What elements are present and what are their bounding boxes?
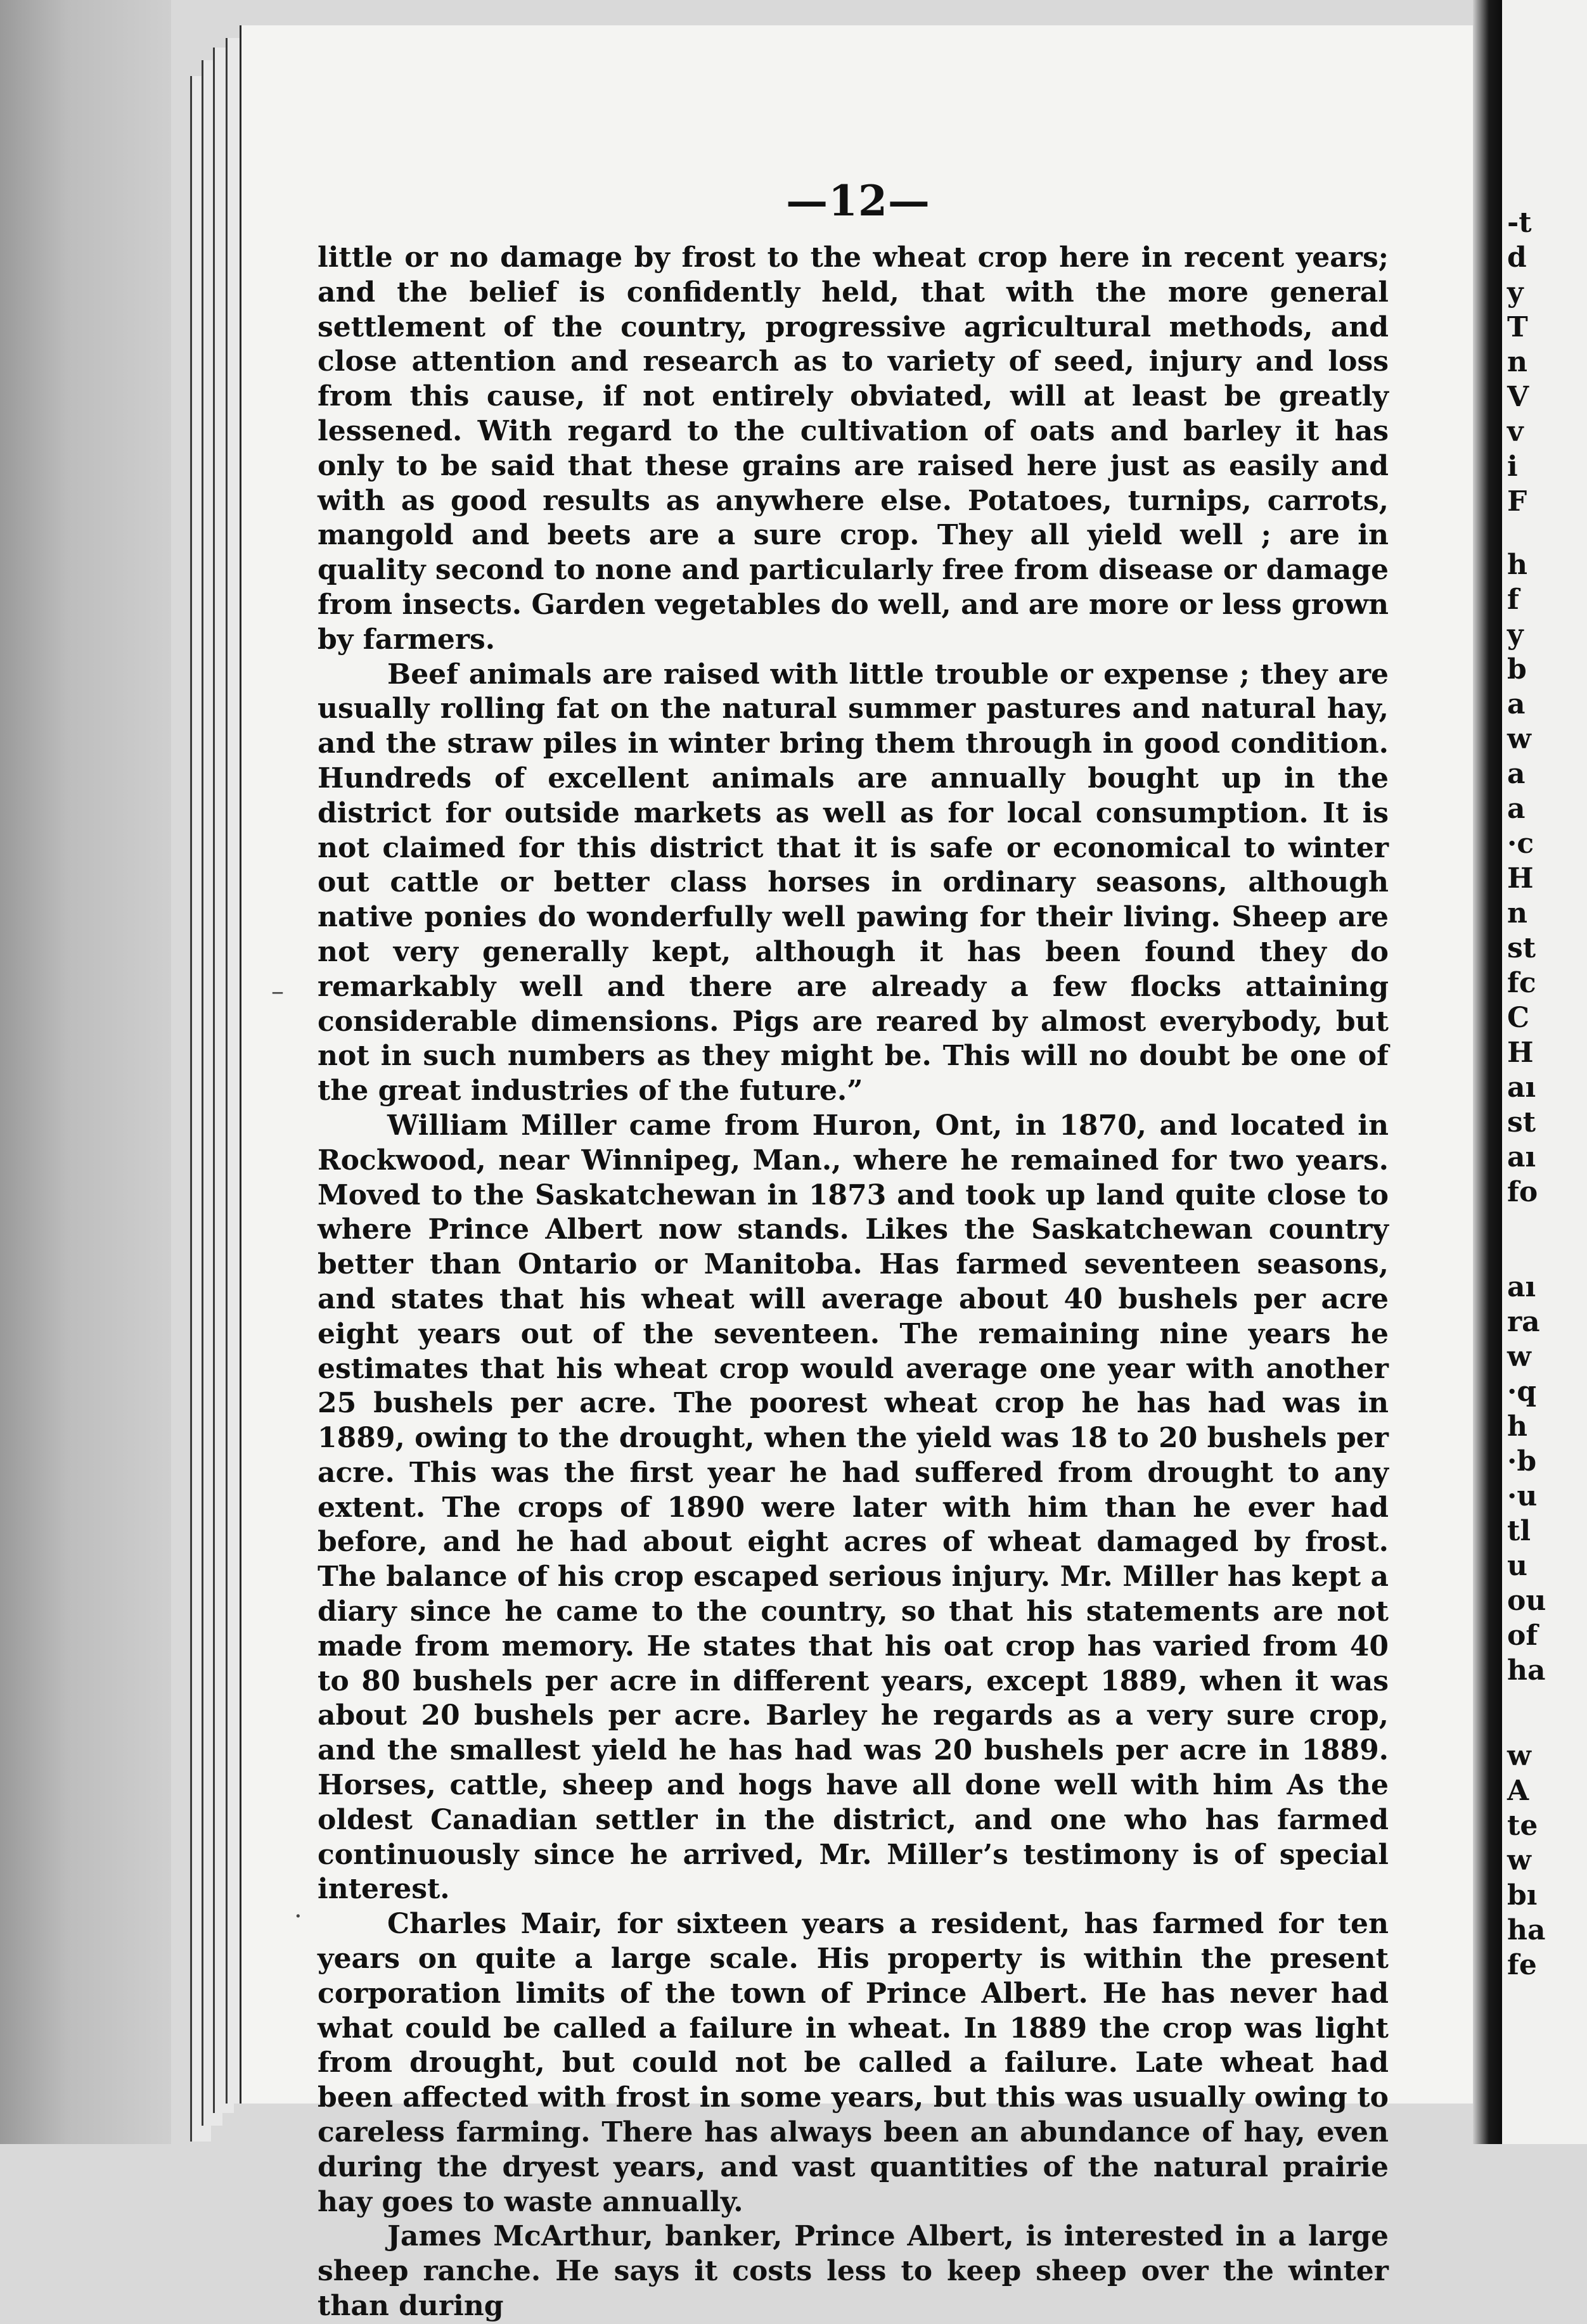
book-gutter <box>1473 0 1502 2144</box>
facing-page-fragment: T <box>1507 311 1528 343</box>
facing-page-fragment: i <box>1507 450 1518 483</box>
facing-page-fragment: st <box>1507 1106 1536 1139</box>
paragraph: little or no damage by frost to the wheat crop here in recent years; and the belief is confidently held, that with the more general settlement of the country, progressive agricultural methods, and close attention and research as to variety of seed, injury and loss from this cause, if not entirely obviated, will at least be greatly lessened. With regard to the cultivation of oats and barley it has only to be said that these grains are raised here just as easily and with as good results as anywhere else. Potatoes, turnips, carrots, mangold and beets are a sure crop. They all yield well ; are in quality second to none and particularly free from disease or damage from insects. Garden vegetables do well, and are more or less grown by farmers. <box>318 241 1389 656</box>
facing-page-fragment: A <box>1507 1775 1529 1807</box>
margin-mark: – <box>271 977 284 1006</box>
facing-page-fragment: st <box>1507 932 1536 964</box>
facing-page-fragment: h <box>1507 549 1527 581</box>
facing-page-fragment: a <box>1507 793 1526 825</box>
facing-page-fragment: ra <box>1507 1306 1540 1338</box>
facing-page-fragment: aı <box>1507 1071 1536 1104</box>
facing-page-fragment: d <box>1507 241 1527 274</box>
facing-page-fragment: C <box>1507 1002 1530 1034</box>
facing-page-fragment: b <box>1507 653 1527 686</box>
paragraph: James McArthur, banker, Prince Albert, is interested in a large sheep ranche. He says it costs less to keep sheep over the winter than during <box>318 2220 1389 2323</box>
facing-page-fragment: ·c <box>1507 827 1534 860</box>
facing-page-fragment: ha <box>1507 1654 1546 1687</box>
facing-page-fragment: u <box>1507 1550 1527 1582</box>
facing-page-fragment: H <box>1507 862 1534 895</box>
body-text <box>318 241 1389 2324</box>
facing-page-fragment: H <box>1507 1037 1534 1069</box>
book-page <box>240 25 1475 2323</box>
facing-page-fragment: ou <box>1507 1585 1546 1617</box>
paragraph: William Miller came from Huron, Ont, in 1870, and located in Rockwood, near Winnipeg, Man., where he remained for two years. Moved to the Saskatchewan in 1873 and took up land quite close to where Prince Albert now stands. Likes the Saskatchewan country better than Ontario or Manitoba. Has farmed seventeen seasons, and states that his wheat will average about 40 bushels per acre eight years out of the seventeen. The remaining nine years he estimates that his wheat crop would average one year with another 25 bushels per acre. The poorest wheat crop he has had was in 1889, owing to the drought, when the yield was 18 to 20 bushels per acre. This was the first year he had suffered from drought to any extent. The crops of 1890 were later with him than he ever had before, and he had about eight acres of wheat damaged by frost. The balance of his crop escaped serious injury. Mr. Miller has kept a diary since he came to the country, so that his statements are not made from memory. He states that his oat crop has varied from 40 to 80 bushels per acre in different years, except 1889, when it was about 20 bushels per acre. Barley he regards as a very sure crop, and the smallest yield he has had was 20 bushels per acre in 1889. Horses, cattle, sheep and hogs have all done well with him As the oldest Canadian settler in the district, and one who has farmed continuously since he arrived, Mr. Miller’s testimony is of special interest. <box>318 1109 1389 1906</box>
facing-page-fragment: fe <box>1507 1949 1537 1981</box>
facing-page-fragment: F <box>1507 485 1527 518</box>
facing-page-fragment: w <box>1507 723 1531 755</box>
facing-page-fragment: tl <box>1507 1515 1531 1547</box>
facing-page-fragment: v <box>1507 416 1524 448</box>
page-number: —12— <box>786 176 930 226</box>
facing-page-fragment: te <box>1507 1810 1538 1842</box>
facing-page-fragment: w <box>1507 1341 1531 1373</box>
facing-page-fragment: bı <box>1507 1879 1538 1912</box>
paragraph: Beef animals are raised with little trouble or expense ; they are usually rolling fat on the natural summer pastures and natural hay, and the straw piles in winter bring them through in good condition. Hundreds of excellent animals are annually bought up in the district for outside markets as well as for local consumption. It is not claimed for this district that it is safe or economical to winter out cattle or better class horses in ordinary seasons, although native ponies do wonderfully well pawing for their living. Sheep are not very generally kept, although it has been found they do remarkably well and there are already a few flocks attaining considerable dimensions. Pigs are reared by almost everybody, but not in such numbers as they might be. This will no doubt be one of the great industries of the future.” <box>318 658 1389 1108</box>
margin-mark: · <box>294 1902 302 1931</box>
facing-page-fragment: n <box>1507 897 1527 929</box>
scan-margin <box>0 0 171 2144</box>
paragraph: Charles Mair, for sixteen years a resident, has farmed for ten years on quite a large scale. His property is within the present corporation limits of the town of Prince Albert. He has never had what could be called a failure in wheat. In 1889 the crop was light from drought, but could not be called a failure. Late wheat had been affected with frost in some years, but this was usually owing to careless farming. There has always been an abundance of hay, even during the dryest years, and vast quantities of the natural prairie hay goes to waste annually. <box>318 1908 1389 2218</box>
facing-page-fragment: fo <box>1507 1176 1538 1208</box>
facing-page-fragment: n <box>1507 346 1527 378</box>
facing-page-fragment: ha <box>1507 1914 1546 1946</box>
facing-page-fragment: ·u <box>1507 1480 1538 1512</box>
facing-page-fragment: a <box>1507 758 1526 790</box>
facing-page-edge <box>1502 0 1587 2144</box>
facing-page-fragment: f <box>1507 584 1519 616</box>
facing-page-fragment: of <box>1507 1619 1538 1652</box>
facing-page-fragment: w <box>1507 1740 1531 1772</box>
facing-page-fragment: y <box>1507 618 1524 651</box>
facing-page-fragment: ·q <box>1507 1376 1537 1408</box>
facing-page-fragment: aı <box>1507 1271 1536 1303</box>
facing-page-fragment: y <box>1507 276 1524 309</box>
facing-page-fragment: fc <box>1507 967 1536 999</box>
facing-page-fragment: w <box>1507 1844 1531 1877</box>
facing-page-fragment: a <box>1507 688 1526 720</box>
facing-page-fragment: aı <box>1507 1141 1536 1173</box>
facing-page-fragment: -t <box>1507 207 1532 239</box>
facing-page-fragment: ·b <box>1507 1445 1537 1478</box>
facing-page-fragment: V <box>1507 381 1529 413</box>
facing-page-fragment: h <box>1507 1410 1527 1443</box>
